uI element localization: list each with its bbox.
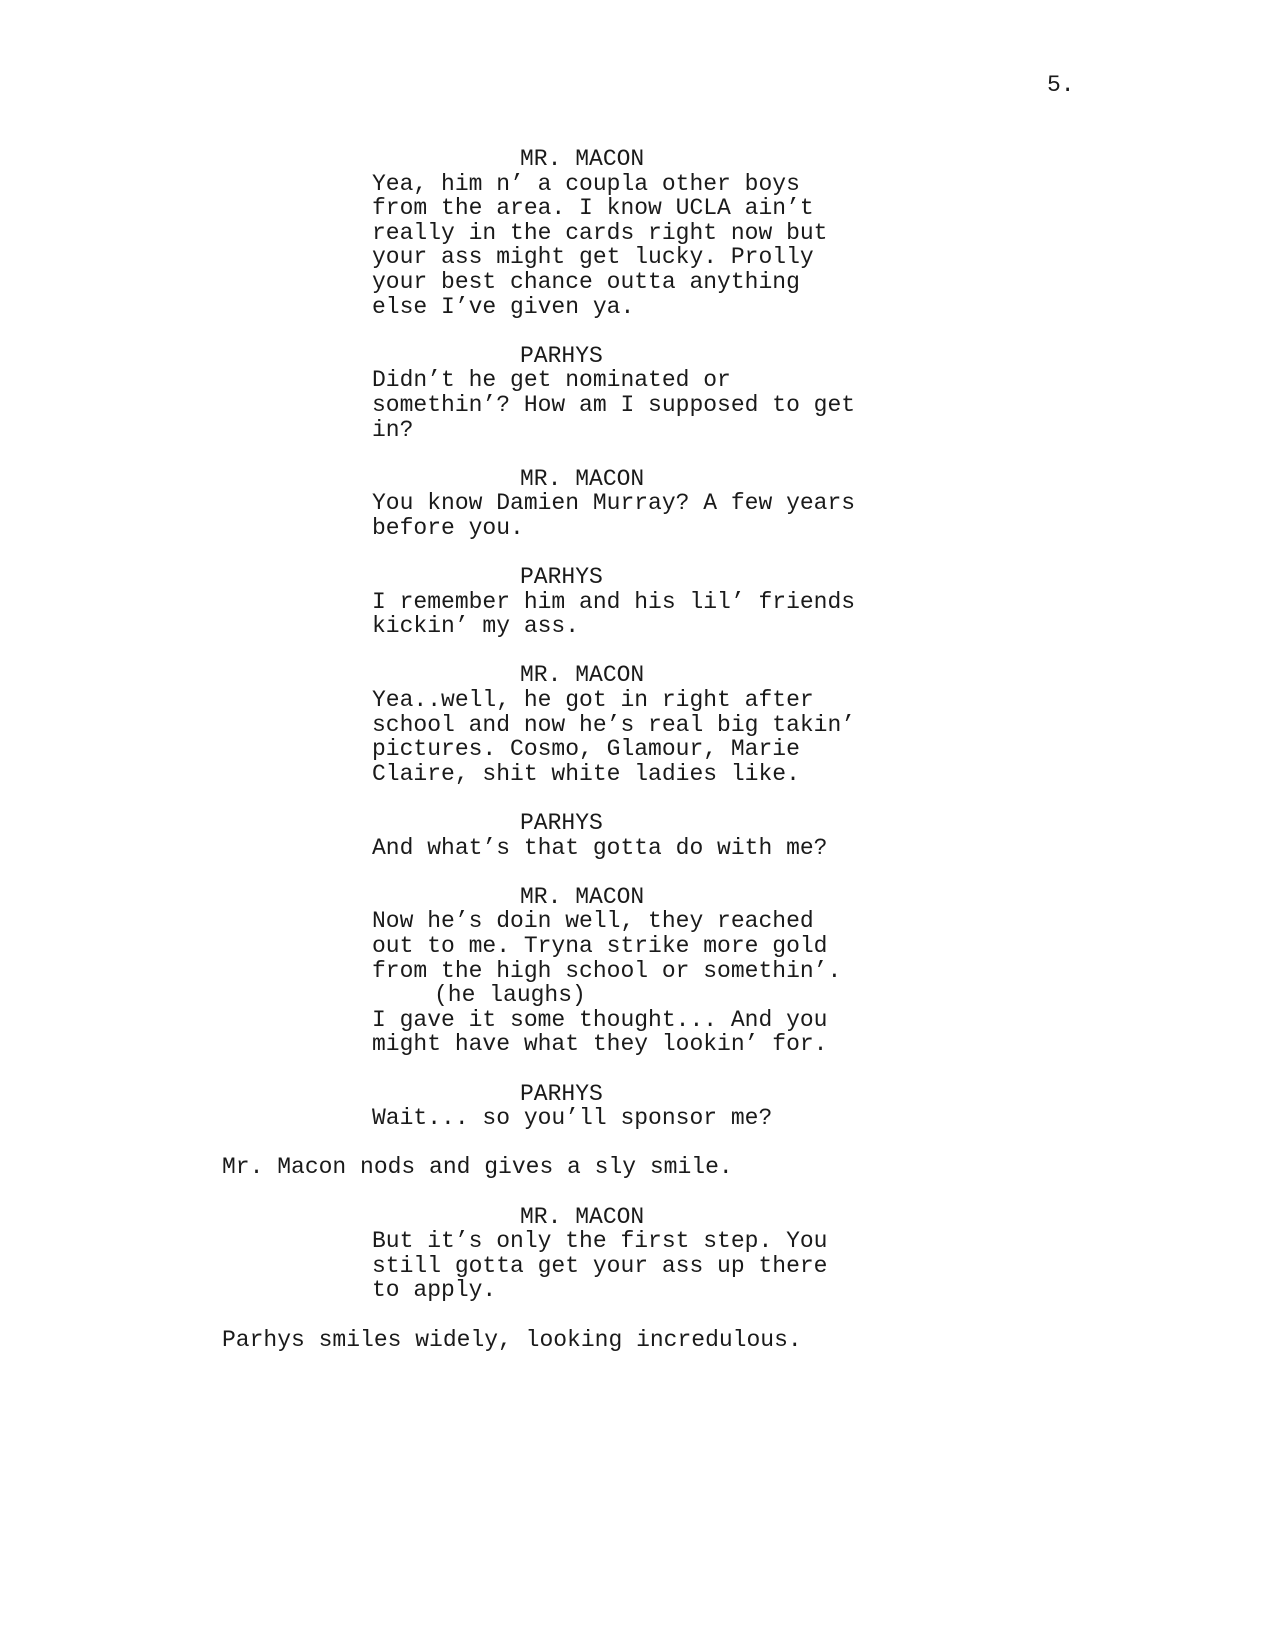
- dialogue-line: your best chance outta anything: [372, 268, 800, 295]
- dialogue-text: [372, 368, 892, 442]
- character-name: PARHYS: [520, 564, 603, 591]
- dialogue-line: kickin’ my ass.: [372, 613, 580, 640]
- dialogue-block: [0, 147, 1275, 319]
- dialogue-block: [0, 344, 1275, 442]
- character-name: MR. MACON: [520, 883, 645, 910]
- dialogue-line: in?: [372, 416, 414, 443]
- dialogue-text: [372, 1008, 892, 1057]
- character-name: MR. MACON: [520, 465, 645, 492]
- dialogue-text: [372, 491, 892, 540]
- dialogue-line: Yea, him n’ a coupla other boys: [372, 170, 800, 197]
- dialogue-line: Yea..well, he got in right after: [372, 687, 814, 714]
- dialogue-line: And what’s that gotta do with me?: [372, 834, 828, 861]
- dialogue-text: [372, 1229, 892, 1303]
- dialogue-line: your ass might get lucky. Prolly: [372, 244, 814, 271]
- dialogue-line: I gave it some thought... And you: [372, 1006, 828, 1033]
- character-name: PARHYS: [520, 342, 603, 369]
- dialogue-line: school and now he’s real big takin’: [372, 711, 856, 738]
- dialogue-line: before you.: [372, 514, 524, 541]
- character-name: PARHYS: [520, 1080, 603, 1107]
- dialogue-line: Wait... so you’ll sponsor me?: [372, 1105, 773, 1132]
- parenthetical: (he laughs): [434, 982, 586, 1009]
- dialogue-line: still gotta get your ass up there: [372, 1252, 828, 1279]
- dialogue-text: [372, 836, 892, 861]
- dialogue-block: [0, 467, 1275, 541]
- dialogue-line: really in the cards right now but: [372, 219, 828, 246]
- character-name: MR. MACON: [520, 146, 645, 172]
- dialogue-line: might have what they lookin’ for.: [372, 1031, 828, 1058]
- dialogue-line: else I’ve given ya.: [372, 293, 635, 320]
- dialogue-line: somethin’? How am I supposed to get: [372, 391, 856, 418]
- dialogue-block: [0, 1205, 1275, 1303]
- character-name: MR. MACON: [520, 662, 645, 689]
- character-name: MR. MACON: [520, 1203, 645, 1230]
- screenplay-body: [0, 147, 1275, 1377]
- dialogue-text: [372, 688, 892, 786]
- action-block: [0, 1155, 1275, 1180]
- action-line: Mr. Macon nods and gives a sly smile.: [222, 1154, 733, 1181]
- dialogue-line: pictures. Cosmo, Glamour, Marie: [372, 736, 800, 763]
- dialogue-line: Didn’t he get nominated or: [372, 367, 731, 394]
- dialogue-line: Now he’s doin well, they reached: [372, 908, 814, 935]
- dialogue-block: [0, 565, 1275, 639]
- dialogue-line: But it’s only the first step. You: [372, 1228, 828, 1255]
- character-name: PARHYS: [520, 810, 603, 837]
- dialogue-text: [372, 172, 892, 320]
- dialogue-line: out to me. Tryna strike more gold: [372, 933, 828, 959]
- dialogue-line: You know Damien Murray? A few years: [372, 490, 856, 517]
- dialogue-block: [0, 885, 1275, 1057]
- dialogue-block: [0, 663, 1275, 786]
- dialogue-line: from the high school or somethin’.: [372, 957, 842, 984]
- dialogue-line: Claire, shit white ladies like.: [372, 760, 800, 787]
- dialogue-block: [0, 1082, 1275, 1131]
- dialogue-text: [372, 1106, 892, 1131]
- dialogue-line: from the area. I know UCLA ain’t: [372, 195, 814, 222]
- dialogue-block: [0, 811, 1275, 860]
- dialogue-text: [372, 590, 892, 639]
- action-block: [0, 1328, 1275, 1353]
- action-line: Parhys smiles widely, looking incredulous.: [222, 1326, 802, 1353]
- page-number: 5.: [1047, 72, 1075, 98]
- dialogue-line: to apply.: [372, 1277, 497, 1304]
- dialogue-line: I remember him and his lil’ friends: [372, 588, 856, 615]
- dialogue-text: [372, 909, 892, 983]
